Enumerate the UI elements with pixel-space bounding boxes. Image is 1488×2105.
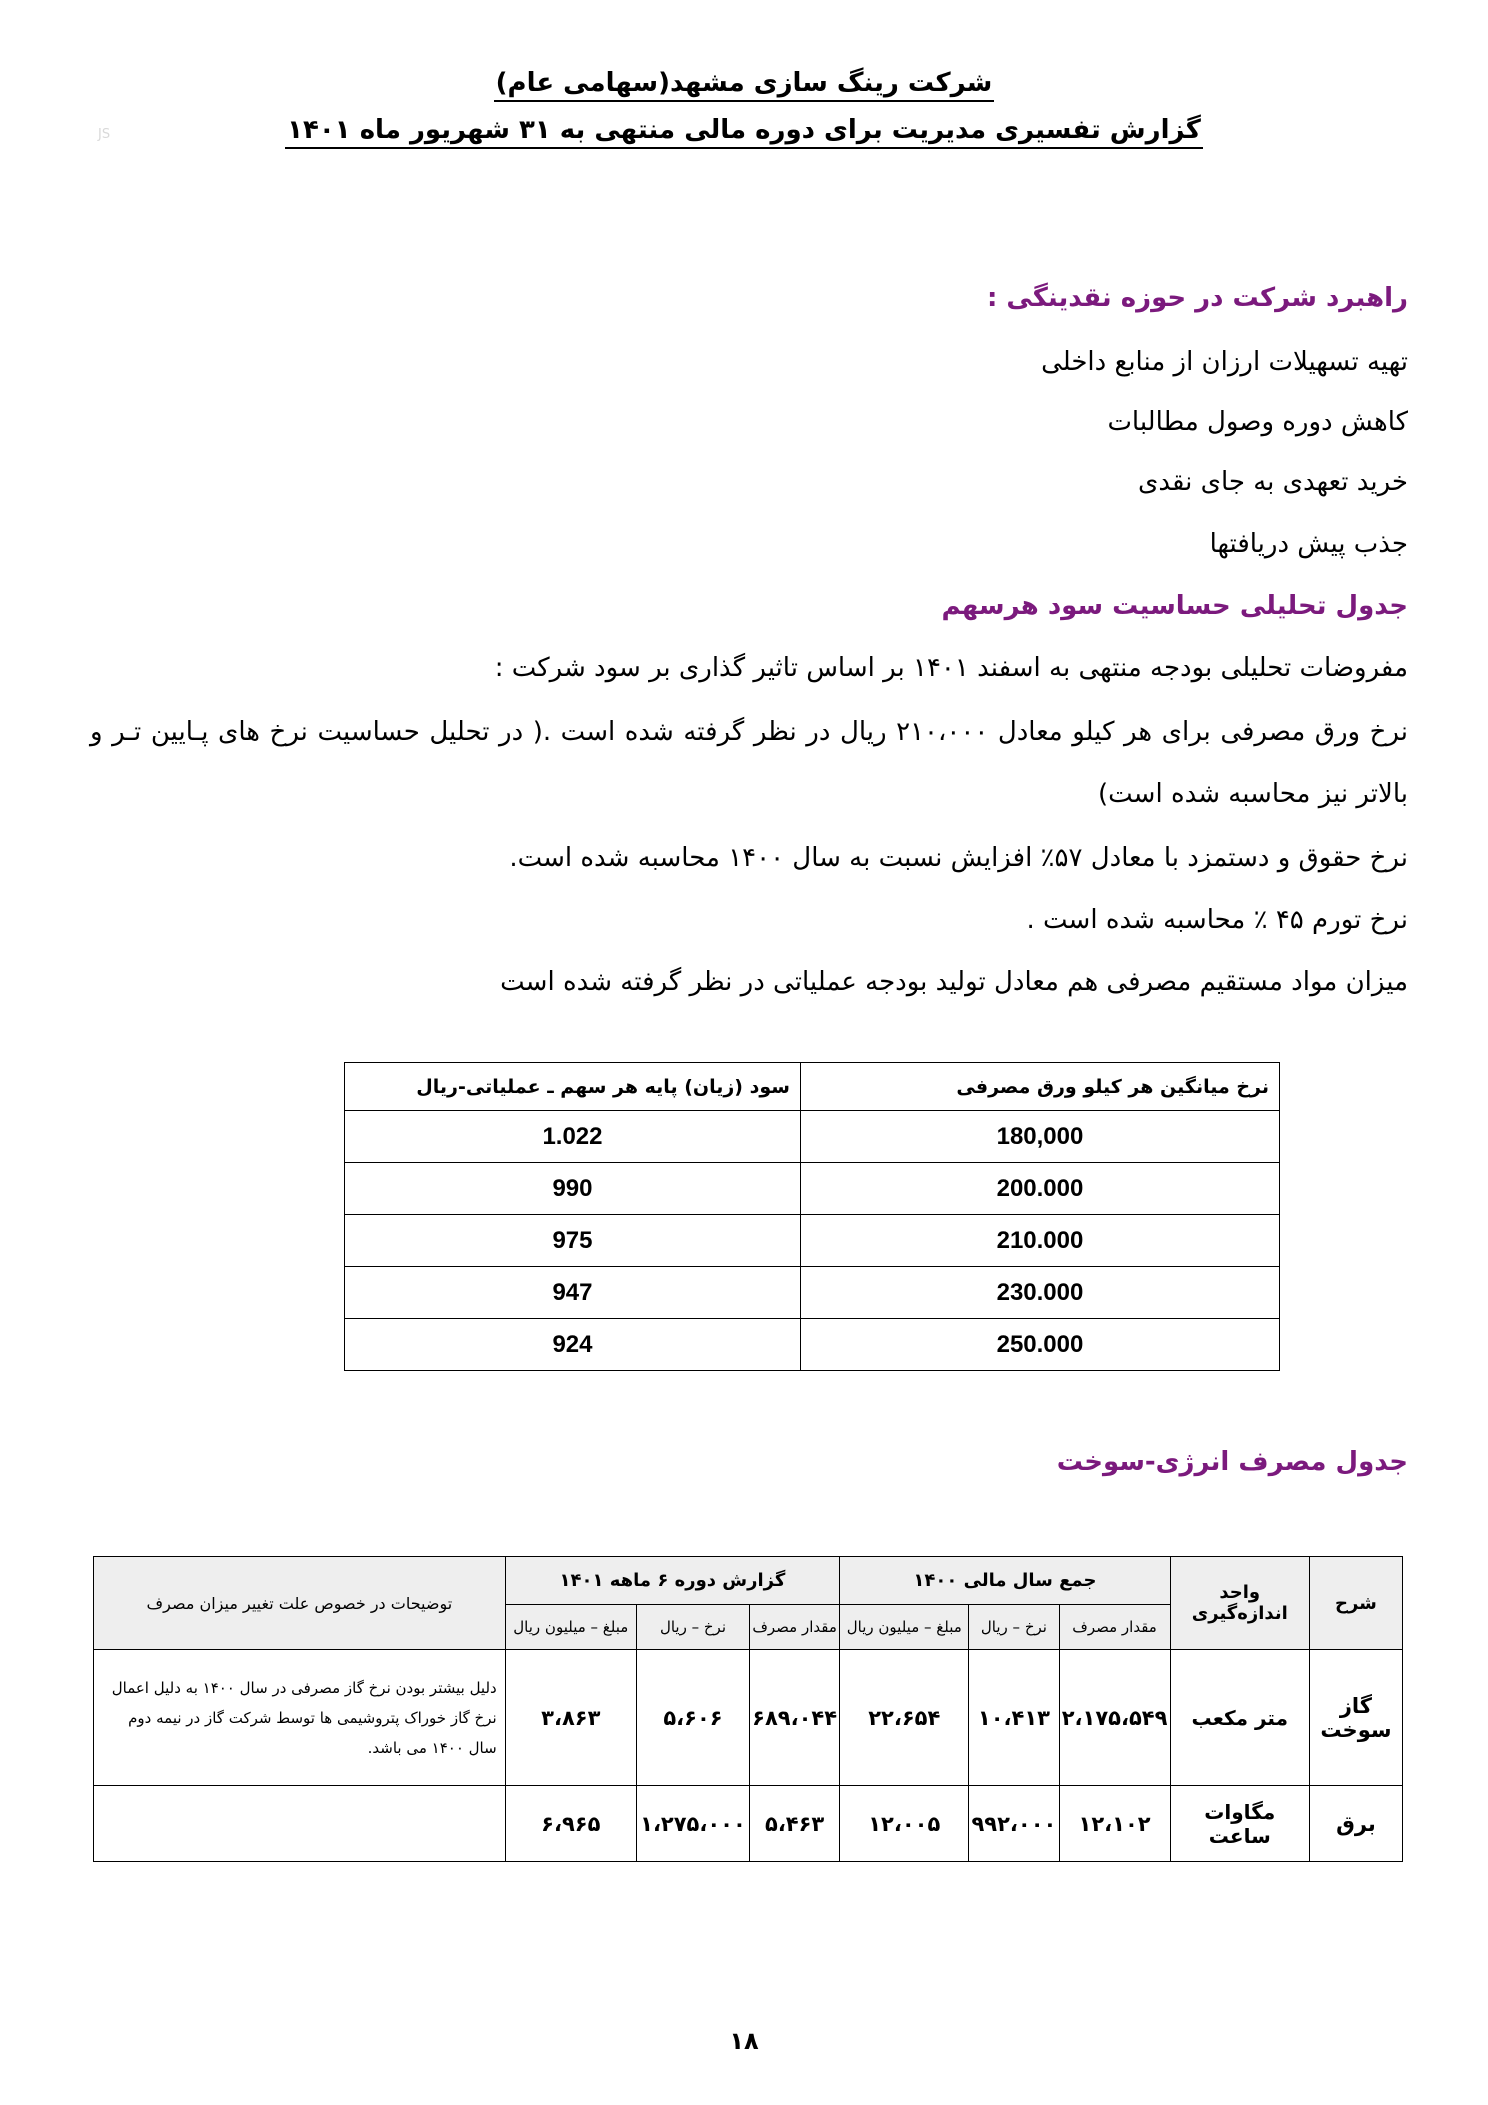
year-qty: ۱۲،۱۰۲: [1059, 1786, 1170, 1862]
company-title: شرکت رینگ سازی مشهد(سهامی عام): [0, 68, 1488, 98]
subheader-amount: مبلغ – میلیون ریال: [505, 1605, 636, 1650]
rate-cell: 200.000: [800, 1163, 1279, 1215]
column-header-rate: نرخ میانگین هر کیلو ورق مصرفی: [800, 1063, 1279, 1111]
eps-cell: 990: [345, 1163, 801, 1215]
period-qty: ۶۸۹،۰۴۴: [750, 1650, 840, 1786]
period-amount: ۳،۸۶۳: [505, 1650, 636, 1786]
header-unit: واحد اندازه‌گیری: [1170, 1557, 1309, 1650]
table-row: [345, 1163, 1280, 1215]
row-note: دلیل بیشتر بودن نرخ گاز مصرفی در سال ۱۴۰۰ به دلیل اعمال نرخ گاز خوراک پتروشیمی ها توسط شرکت گاز در نیمه دوم سال ۱۴۰۰ می باشد.: [94, 1650, 506, 1786]
page-number: ۱۸: [729, 2027, 759, 2055]
header-period-1401: گزارش دوره ۶ ماهه ۱۴۰۱: [505, 1557, 839, 1605]
period-rate: ۵،۶۰۶: [636, 1650, 749, 1786]
assumption-line: نرخ ورق مصرفی برای هر کیلو معادل ۲۱۰،۰۰۰ ریال در نظر گرفته شده است .( در تحلیل حساسیت نرخ های پـایین تـر و: [90, 717, 1408, 747]
assumption-line: بالاتر نیز محاسبه شده است): [1098, 779, 1408, 809]
header-desc: شرح: [1309, 1557, 1402, 1650]
period-qty: ۵،۴۶۳: [750, 1786, 840, 1862]
table-row: [345, 1319, 1280, 1371]
subheader-qty: مقدار مصرف: [750, 1605, 840, 1650]
assumption-line: میزان مواد مستقیم مصرفی هم معادل تولید بودجه عملیاتی در نظر گرفته شده است: [500, 967, 1408, 997]
row-unit: متر مکعب: [1170, 1650, 1309, 1786]
subheader-rate: نرخ – ریال: [969, 1605, 1059, 1650]
row-unit: مگاوات ساعت: [1170, 1786, 1309, 1862]
subheader-qty: مقدار مصرف: [1059, 1605, 1170, 1650]
sensitivity-table: [344, 1062, 1280, 1371]
header-notes: توضیحات در خصوص علت تغییر میزان مصرف: [94, 1557, 506, 1650]
rate-cell: 210.000: [800, 1215, 1279, 1267]
rate-cell: 230.000: [800, 1267, 1279, 1319]
liquidity-item: کاهش دوره وصول مطالبات: [1107, 407, 1408, 437]
liquidity-item: خرید تعهدی به جای نقدی: [1137, 467, 1408, 497]
rate-cell: 180,000: [800, 1111, 1279, 1163]
energy-table: [93, 1556, 1403, 1862]
subheader-rate: نرخ – ریال: [636, 1605, 749, 1650]
year-amount: ۱۲،۰۰۵: [840, 1786, 969, 1862]
header-year-1400: جمع سال مالی ۱۴۰۰: [840, 1557, 1170, 1605]
watermark: JS: [98, 127, 111, 142]
row-note: [94, 1786, 506, 1862]
eps-cell: 1.022: [345, 1111, 801, 1163]
year-rate: ۱۰،۴۱۳: [969, 1650, 1059, 1786]
assumption-line: نرخ حقوق و دستمزد با معادل ۵۷٪ افزایش نسبت به سال ۱۴۰۰ محاسبه شده است.: [509, 843, 1408, 873]
period-rate: ۱،۲۷۵،۰۰۰: [636, 1786, 749, 1862]
period-amount: ۶،۹۶۵: [505, 1786, 636, 1862]
subheader-amount: مبلغ – میلیون ریال: [840, 1605, 969, 1650]
table-row: [94, 1786, 1403, 1862]
table-row: [345, 1215, 1280, 1267]
table-row: [94, 1650, 1403, 1786]
sensitivity-heading: جدول تحلیلی حساسیت سود هرسهم: [941, 591, 1408, 621]
table-row: [345, 1267, 1280, 1319]
year-qty: ۲،۱۷۵،۵۴۹: [1059, 1650, 1170, 1786]
row-desc: گاز سوخت: [1309, 1650, 1402, 1786]
eps-cell: 947: [345, 1267, 801, 1319]
year-rate: ۹۹۲،۰۰۰: [969, 1786, 1059, 1862]
assumption-line: مفروضات تحلیلی بودجه منتهی به اسفند ۱۴۰۱ بر اساس تاثیر گذاری بر سود شرکت :: [494, 653, 1408, 683]
liquidity-item: جذب پیش دریافتها: [1209, 529, 1408, 559]
assumption-line: نرخ تورم ۴۵ ٪ محاسبه شده است .: [1026, 905, 1408, 935]
table-row: [345, 1111, 1280, 1163]
eps-cell: 975: [345, 1215, 801, 1267]
liquidity-heading: راهبرد شرکت در حوزه نقدینگی :: [986, 283, 1408, 313]
report-title: گزارش تفسیری مدیریت برای دوره مالی منتهی به ۳۱ شهریور ماه ۱۴۰۱: [0, 115, 1488, 145]
year-amount: ۲۲،۶۵۴: [840, 1650, 969, 1786]
eps-cell: 924: [345, 1319, 801, 1371]
row-desc: برق: [1309, 1786, 1402, 1862]
energy-heading: جدول مصرف انرژی-سوخت: [1056, 1447, 1408, 1477]
column-header-eps: سود (زیان) پایه هر سهم ـ عملیاتی-ریال: [345, 1063, 801, 1111]
rate-cell: 250.000: [800, 1319, 1279, 1371]
liquidity-item: تهیه تسهیلات ارزان از منابع داخلی: [1041, 347, 1408, 377]
